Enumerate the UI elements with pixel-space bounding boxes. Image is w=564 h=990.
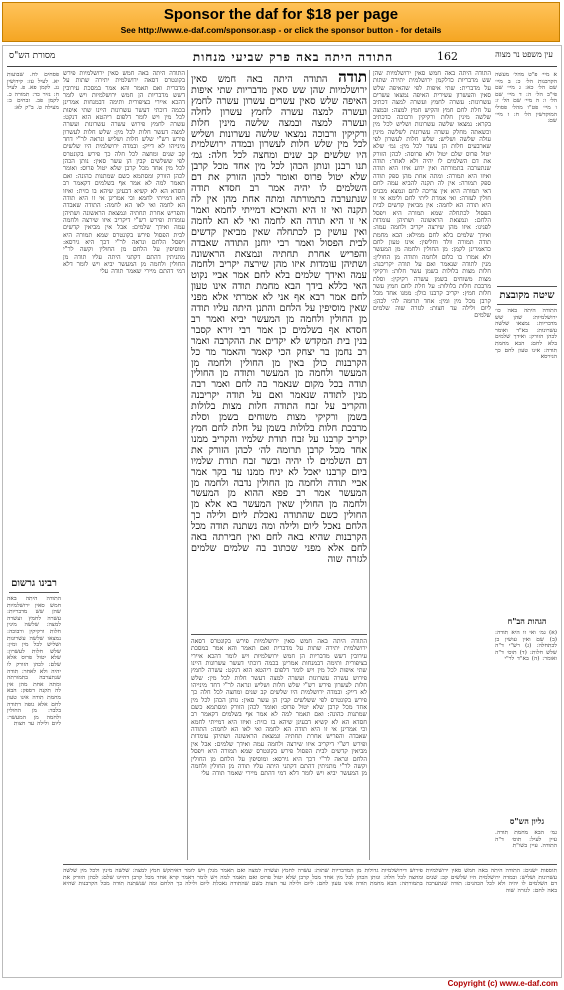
gemara-bottom-rule — [191, 634, 367, 635]
shita-top-rule — [497, 286, 557, 287]
copyright-notice[interactable]: Copyright (c) www.e-daf.com — [447, 979, 558, 988]
rashi-text: התודה היתה באה חמש סאין ירושלמיות שהן שש מדבריות כדלקמן ירושלמית יתירה שתות על מדברית: שתי איפות לפי שהאיפה שלש סאין והעשרון עשירית האיפה נמצאו עשרים עשרונות: עשרה לחמץ ועשרה למצה דכתיב על חלת לחם חמץ והקיש חמץ למצה: ובמצה שלשה מינין חלות ורקיקין ורבוכה כדכתיב בקרא: נמצאו שלשה עשרונות ושליש לכל מין וכשאתה מחלק עשרה עשרונות לשלשה מינין עולה שלשה ושליש: שלש חלות לעשרון לפי שארבעים חלות הן עשר לכל מין: גמ׳ שלא יטול פרוס שלם יטול ולא פרוסה: לכהן הזורק את דם השלמים לו יהיה ולא לאחר: תודה שנתערבה בתמורתה ואין ידוע איזו היא תודה ואיזו היא תמורה: ומתה אחת מהן ספק תודה ספק תמורה: אין לה תקנה להביא עמה לחם דאי תמורה היא אין צריכה לחם ונמצא מכניס חולין לעזרה: ואי אמרת ליתי לחם ולימא אי זו היא תודה הא לחמה: אין מביאין קדשים לבית הפסול לכתחלה שמא תמורה היא ויפסל הלחם: ונמצאת הראשונה ושתיהן עומדות לפנינו: איזו מהן שירצה יקריב ולחמה עמה: ואידך שלמים בלא לחם ממילא: הבא מחמת תודה תמורה וולד וחליפין: אינו טעון לחם כדאמרינן לקמן: מן החולין ולחמה מן המעשר ולא אמרו בו כלום ולחמה ותודה מן החולין: מנין לתודה שנאמר ואם על תודה יקריבנה: חלות מצות בלולות בשמן עשר חלות: ורקיקי מצות משוחים בשמן עשרה רקיקין: וסלת מרבכת חלות בלולות: על חלת לחם חמץ עשר חלות חמץ: יקריב קרבנו כולן: ממנו אחד מכל קרבן מכל מין ומין: אחד תרומה לה׳ לכהן: ליום ולילה עד חצות: לגזרה שוה שלמים שלמים — [373, 70, 491, 320]
dibbur-hamatchil: תודה — [338, 70, 367, 86]
gilyon-hashas-text: גמ׳ הבא מחמת תודה. עיין לעיל: תוס׳ ד"ה התודה. עיין בשו"ת — [495, 830, 557, 850]
shita-mekubetzet-text: התודה היתה באה כו׳ ירושלמיות: שהן שש מדבריות: נמצאו שלשה עשרונות: בא"ד ואומר לכהן הזורק: ואידך שלמים בלא לחם: הבא מחמת תודה: אינו טעון לחם כך הגירסא — [495, 308, 557, 361]
rabbeinu-gershom-title: רבינו גרשום — [11, 578, 57, 589]
header-masoret: מסורת הש"ס — [9, 51, 56, 61]
footer-commentary: תוספות ישנים: התודה היתה באה חמש סאין ירושלמיות פירוש דירושלמיות גדולות מן המדבריות שתות: עשרה לחמץ ועשרה למצה ואם תאמר מנלן ויש לומר דאיתקש חמץ למצה: שלשה מינין ולכל מין שלשה עשרונות ושליש: ובמדה ירושלמית היו שלשים קב: שנים ומחצה לכל חלה: ונותן הכהן לכל מין אחד מכל קרבן שלא יטול פרוס ואם תאמר למה ויש לומר דאמר קרא אחד מכל קרבן דהיינו שלם: לכהן הזורק את דם השלמים לו יהיה ולא לכל הכהנים: תודה שנתערבה בתמורתה: הבא מחמת תודה אינו טעון לחם: ליום ולילה עד חצות כשם שהתודה נאכלת ליום ולילה כך הלחם ומה שנשתנה תודה מכל הקרבנות שהיא באה לחם: לגזרה שוה — [63, 868, 557, 894]
ein-mishpat-references: א מיי׳ פ"ט מהל׳ מעשה הקרבנות הל׳ כ: ב מיי׳ שם הל׳ כא: ג מיי׳ שם פי"ב הל׳ ה: ד מיי׳ שם הל׳ ו: ה מיי׳ שם הל׳ ז: ו מיי׳ פט"ו מהל׳ פסולי המוקדשין הל׳ ח: ז מיי׳ שם: — [495, 72, 557, 125]
gemara-lower-commentary: התודה היתה באה חמש סאין ירושלמיות פירש בקונטרס דסאה ירושלמית יתירה שתות על מדברית ואם תאמר והא אמר במסכת עירובין דשש מדבריות הן חמש ירושלמיות ויש לומר דהכא איירי בציפורית ותימה דבמנחות אמרינן בכמה דוכתי דעשר עשרונות היינו שתי איפות לכל מין ויש לומר דלפום ריהטא הוא דנקט: עשרה לחמץ פירוש עשרה עשרונות ועשרה למצה דעשר חלות לכל מין: שלש חלות לעשרון פירש רש"י שלש חלות ושליש ונראה לר"י דחד מינייהו לא דייק: ובמדה ירושלמית היו שלשים קב שנים ומחצה לכל חלה כך פירש בקונטרס לפי ששלשים קבין הן עשר סאין: נותן הכהן לכל מין אחד מכל קרבן שלא יטול פרוס: ואומר לכהן הזורק ומסתמא כשם שמתנות כהונה: ואם תאמר למה לא אמר אף בשלמים דקאמר רב חסדא הא לא קשיא דבעינן שיהא בו כזית: ואיזו היא דמייתי לחמא וכי אמרינן אי זו היא תודה הא לחמה ואי לאו הא לחמה: התודה שאבדה והפריש אחרת תחתיה ונמצאת הראשונה ושתיהן עומדות ופירש רש"י דיקריב איזו שירצה ולחמה עמה ואידך שלמים: אבל אין מביאין קדשים לבית הפסול פירש בקונטרס שמא תמורה היא ויפסל הלחם ונראה לר"י דכך היא גירסא: ומוסיפין על הלחם מן החולין וקשה לר"י מתניתין דהתם דקתני היתה עליו תודה מן החולין ולחמה מן המעשר יביא ויש לומר דלא דמי דהתם מיירי שאמר תודה עלי — [191, 638, 367, 778]
gemara-text — [191, 70, 367, 630]
column-divider — [369, 70, 370, 860]
column-divider — [187, 70, 188, 860]
header-title: התודה היתה באה פרק שביעי מנחות — [192, 50, 394, 64]
sponsor-banner[interactable] — [2, 2, 560, 42]
shita-title-rule — [497, 304, 557, 305]
sponsor-banner-subtitle[interactable]: See http://www.e-daf.com/sponsor.asp - or click the sponsor button - for details — [120, 25, 442, 35]
footer-rule — [63, 864, 557, 865]
rabbeinu-gershom-rule — [9, 592, 59, 593]
shita-mekubetzet-title: שיטה מקובצת — [499, 290, 555, 301]
sponsor-banner-title[interactable]: Sponsor the daf for $18 per page — [163, 6, 399, 23]
header-page-number: 162 — [437, 50, 458, 63]
tosafot-text: התודה היתה באה חמש סאין ירושלמיות פירש בקונטרס דסאה ירושלמית יתירה שתות על מדברית ואם תאמר והא אמר במסכת עירובין דשש מדבריות הן חמש ירושלמיות ויש לומר דהכא איירי בציפורית ותימה דבמנחות אמרינן בכמה דוכתי דעשר עשרונות היינו שתי איפות לכל מין ויש לומר דלפום ריהטא הוא דנקט: עשרה לחמץ פירוש עשרה עשרונות ועשרה למצה דעשר חלות לכל מין: שלש חלות לעשרון פירש רש"י שלש חלות ושליש ונראה לר"י דחד מינייהו לא דייק: ובמדה ירושלמית היו שלשים קב שנים ומחצה לכל חלה כך פירש בקונטרס לפי ששלשים קבין הן עשר סאין: נותן הכהן לכל מין אחד מכל קרבן שלא יטול פרוס: ואומר לכהן הזורק ומסתמא כשם שמתנות כהונה: ואם תאמר למה לא אמר אף בשלמים דקאמר רב חסדא הא לא קשיא דבעינן שיהא בו כזית: ואיזו היא דמייתי לחמא וכי אמרינן אי זו היא תודה הא לחמה ואי לאו הא לחמה: התודה שאבדה והפריש אחרת תחתיה ונמצאת הראשונה ושתיהן עומדות ופירש רש"י דיקריב איזו שירצה ולחמה עמה ואידך שלמים: אבל אין מביאין קדשים לבית הפסול פירש בקונטרס שמא תמורה היא ויפסל הלחם ונראה לר"י דכך היא גירסא: ומוסיפין על הלחם מן החולין וקשה לר"י מתניתין דהתם דקתני היתה עליו תודה מן החולין ולחמה מן המעשר יביא ויש לומר דלא דמי דהתם מיירי שאמר תודה עלי — [63, 70, 185, 276]
gemara-body: התודה היתה באה חמש סאין ירושלמיות שהן שש סאין מדבריות שתי איפות האיפה שלש סאין עשרים עשרון עשרה לחמץ ועשרה למצה עשרה לחמץ עשרון לחלה ועשרה למצה ובמצה שלשה מינין חלות ורקיקין ורבוכה נמצאו שלשה עשרונות ושליש לכל מין שלש חלות לעשרון ובמדה ירושלמית היו שלשים קב שנים ומחצה לכל חלה: גמ׳ תנו רבנן ונותן הכהן לכל מין אחד מכל קרבן שלא יטול פרוס ואומר לכהן הזורק את דם השלמים לו יהיה אמר רב חסדא תודה שנתערבה בתמורתה ומתה אחת מהן אין לה תקנה ואי זו היא והאיכא דמייתי לחמא ואמר אי זו היא תודה הא לחמה ואי לא הא לחמה ואין עושין כן לכתחלה שאין מביאין קדשים לבית הפסול ואמר רבי יוחנן התודה שאבדה והפריש אחרת תחתיה ונמצאת הראשונה ושתיהן עומדות איזו מהן שירצה יקריב ולחמה עמה ואידך שלמים בלא לחם אמר אביי נקוט האי כללא בידך הבא מחמת תודה אינו טעון לחם אמר רבא אף אני לא אמרתי אלא מפני שאין מוסיפין על הלחם והתנן היתה עליו תודה מן החולין ולחמה מן המעשר יביא ואמר רב חסדא אף בשלמים כן אמר רבי זירא קסבר בנין בית המקדש לא יקדים את ההקרבה ואמר רב נחמן בר יצחק הכי קאמר והאמר מר כל הקרבנות כולן באין מן החולין ולחמה מן המעשר ולחמה מן המעשר ותודה מן החולין תודה בכל מקום שנאמר בה לחם ואמר רבה מנין לתודה שנאמר ואם על תודה יקריבנה והקריב על זבח התודה חלות מצות בלולות בשמן ורקיקי מצות משוחים בשמן וסלת מרבכת חלות בלולות בשמן על חלת לחם חמץ יקריב קרבנו על זבח תודת שלמיו והקריב ממנו אחד מכל קרבן תרומה לה׳ לכהן הזורק את דם השלמים לו יהיה ובשר זבח תודת שלמיו ביום קרבנו יאכל לא יניח ממנו עד בקר אמר אביי תודה ולחמה מן החולין נדבה ולחמה מן המעשר אמר רב פפא ההוא מן המעשר ולחמה מן החולין שאין המעשר בא אלא מן החולין כשם שהתודה נאכלת ליום ולילה כך הלחם נאכל ליום ולילה ומה נשתנה תודה מכל הקרבנות שהיא באה לחם ואין חבירתה באה לחם אלא מפני שכתוב בה שלמים שלמים לגזרה שוה — [191, 74, 367, 565]
left-margin-references: פסחים לח. שבועות יא. לעיל עז: קידושין נג. לקמן פא. פ. לעיל ח: נזיר כד: תמורה כ. לקמן פב. זבחים ב: מעילה ט. ב"ק לא: — [7, 72, 59, 111]
header-ein-mishpat: עין משפט נר מצוה — [495, 50, 553, 59]
hagahot-habach-title: הגהות הב"ח — [507, 616, 547, 626]
gilyon-hashas-title: גליון הש"ס — [509, 816, 545, 826]
talmud-page — [2, 45, 562, 978]
header-rule — [7, 66, 557, 67]
rabbeinu-gershom-text: התודה היתה באה חמש סאין ירושלמיות שהן שש מדבריות: עשרה לחמץ ועשרה למצה: שלשה מינין חלות ורקיקין ורבוכה: נמצאו שלשה עשרונות ושליש לכל מין ומין: שלש חלות לעשרון: שלא יטול פרוס אלא שלם: לכהן הזורק לו יהיה ולא לאחר: תודה שנתערבה בתמורתה ומתה אחת מהן אין לה תקנה דספק: הבא מחמת תודה אינו טעון לחם אלא גופה דתודה בלבד: מן החולין ולחמה מן המעשר: ליום ולילה עד חצות — [7, 596, 61, 728]
hagahot-habach-text: (א) גמ׳ ואי זו היא תודה: (ב) שם ואין עושין כן לכתחלה: (ג) רש"י ד"ה שלש חלות: (ד) תוס׳ ד"ה ואומר: (ה) בא"ד לר"י — [495, 630, 557, 663]
